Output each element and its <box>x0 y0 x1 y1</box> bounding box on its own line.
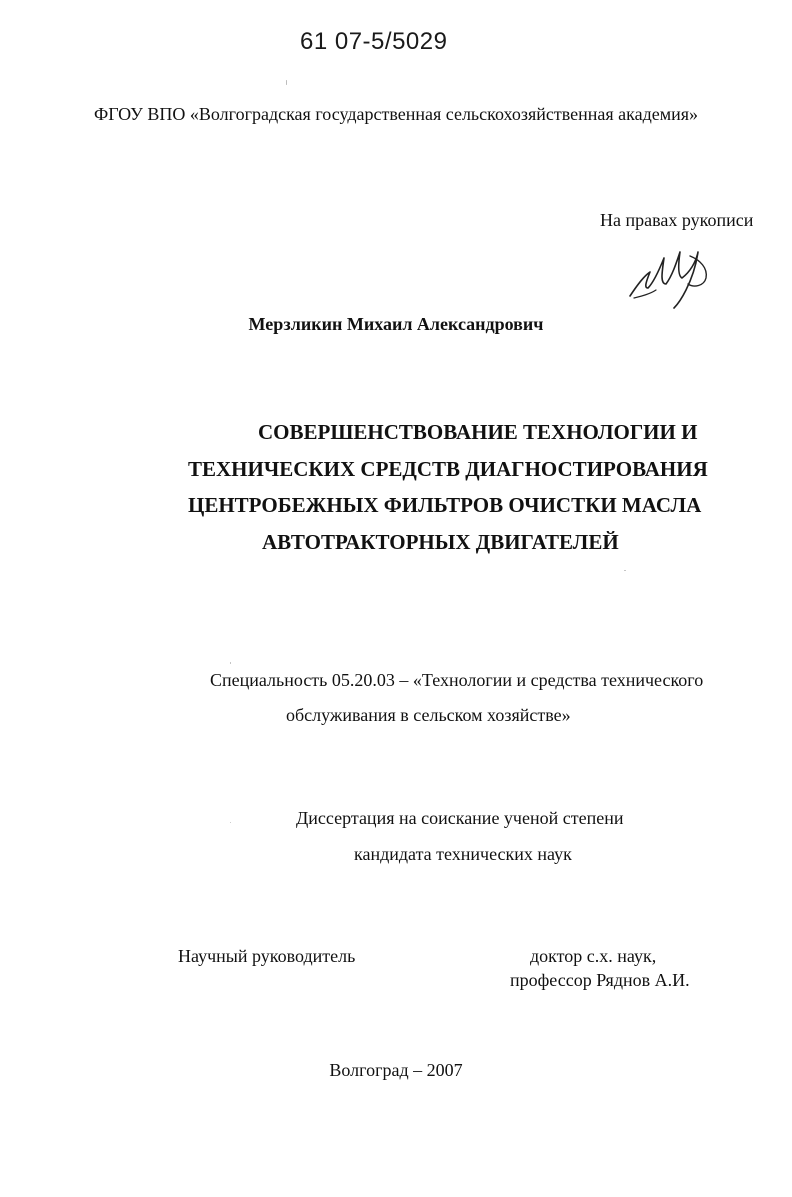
title-line: СОВЕРШЕНСТВОВАНИЕ ТЕХНОЛОГИИ И <box>258 420 698 444</box>
scan-speck <box>286 80 287 85</box>
specialty-line: Специальность 05.20.03 – «Технологии и средства технического <box>210 670 704 690</box>
city-year: Волгоград – 2007 <box>329 1060 463 1080</box>
manuscript-note: На правах рукописи <box>600 210 754 230</box>
institution-name: ФГОУ ВПО «Волгоградская государственная сельскохозяйственная академия» <box>93 104 699 124</box>
archive-number: 61 07-5/5029 <box>300 28 448 55</box>
scan-speck <box>230 662 231 664</box>
supervisor-degree: доктор с.х. наук, <box>530 946 657 966</box>
signature-icon <box>620 232 720 312</box>
scan-speck <box>624 570 626 571</box>
title-line: АВТОТРАКТОРНЫХ ДВИГАТЕЛЕЙ <box>262 529 619 554</box>
supervisor-name: профессор Ряднов А.И. <box>510 970 690 990</box>
degree-line: Диссертация на соискание ученой степени <box>296 808 624 828</box>
scan-speck <box>230 822 231 823</box>
title-line: ТЕХНИЧЕСКИХ СРЕДСТВ ДИАГНОСТИРОВАНИЯ <box>188 456 708 481</box>
specialty-line: обслуживания в сельском хозяйстве» <box>286 705 571 725</box>
title-line: ЦЕНТРОБЕЖНЫХ ФИЛЬТРОВ ОЧИСТКИ МАСЛА <box>188 493 702 517</box>
degree-line: кандидата технических наук <box>354 844 572 864</box>
supervisor-label: Научный руководитель <box>178 946 356 966</box>
author-name: Мерзликин Михаил Александрович <box>248 314 544 334</box>
